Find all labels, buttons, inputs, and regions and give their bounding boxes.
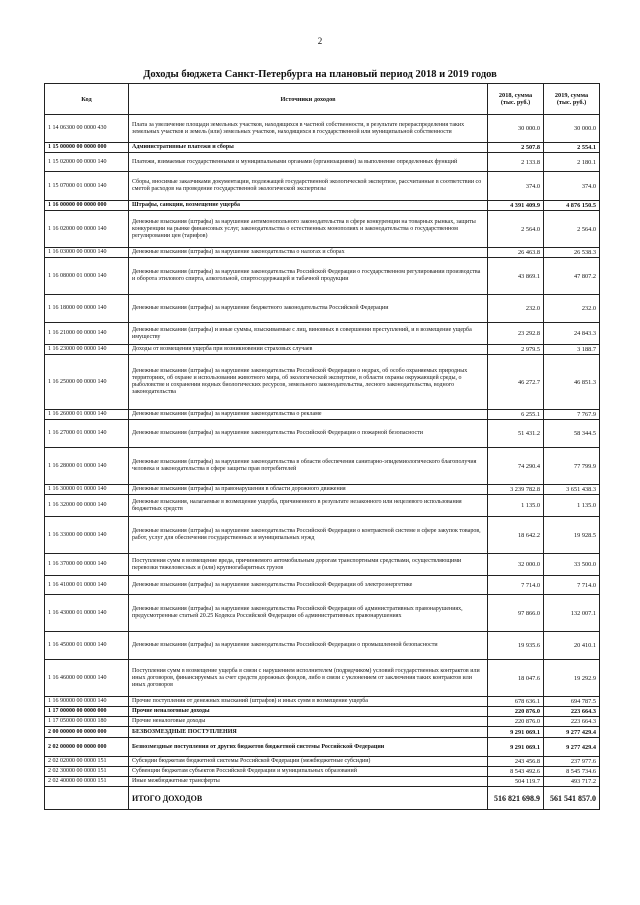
row-value-2018: 7 714.0 [488, 576, 544, 595]
revenue-table [44, 83, 600, 810]
row-code: 1 16 37000 00 0000 140 [45, 554, 129, 576]
header-source: Источники доходов [129, 84, 488, 115]
row-value-2018: 2 507.8 [488, 143, 544, 153]
table-row [45, 717, 600, 727]
row-value-2018: 18 047.6 [488, 660, 544, 697]
row-value-2018: 97 866.0 [488, 595, 544, 632]
row-code: 2 02 40000 00 0000 151 [45, 777, 129, 787]
row-value-2019: 694 787.5 [544, 697, 600, 707]
row-value-2019: 20 410.1 [544, 632, 600, 660]
row-value-2019: 46 851.3 [544, 355, 600, 410]
row-value-2018: 46 272.7 [488, 355, 544, 410]
table-row [45, 738, 600, 757]
row-code: 1 16 02000 00 0000 140 [45, 211, 129, 248]
row-value-2019: 2 564.0 [544, 211, 600, 248]
table-row [45, 517, 600, 554]
total-code-cell [45, 787, 129, 810]
row-value-2018: 374.0 [488, 172, 544, 201]
table-row [45, 727, 600, 738]
header-code: Код [45, 84, 129, 115]
row-source-name: Платежи, взимаемые государственными и муниципальными органами (организациями) за выполнение определенных функций [129, 153, 488, 172]
row-source-name: Административные платежи и сборы [129, 143, 488, 153]
row-source-name: Денежные взыскания (штрафы) за нарушение законодательства Российской Федерации о пожарной безопасности [129, 420, 488, 448]
row-code: 1 16 43000 01 0000 140 [45, 595, 129, 632]
row-source-name: Денежные взыскания, налагаемые в возмещение ущерба, причиненного в результате незаконного или нецелевого использования бюджетных средств [129, 495, 488, 517]
table-row [45, 143, 600, 153]
row-source-name: Поступления сумм в возмещение ущерба в связи с нарушением исполнителем (подрядчиком) условий государственных контрактов или иных договоров, финансируемых за счет средств дорожных фондов, либо в связи с уклонением от заключения таких контрактов или иных договоров [129, 660, 488, 697]
row-value-2018: 9 291 069.1 [488, 738, 544, 757]
table-row [45, 485, 600, 495]
row-code: 2 02 00000 00 0000 000 [45, 738, 129, 757]
row-value-2018: 243 456.8 [488, 757, 544, 767]
row-value-2019: 2 180.1 [544, 153, 600, 172]
table-row [45, 323, 600, 345]
row-value-2018: 18 642.2 [488, 517, 544, 554]
row-source-name: Доходы от возмещения ущерба при возникновении страховых случаев [129, 345, 488, 355]
row-source-name: Денежные взыскания (штрафы) за нарушение законодательства Российской Федерации о государственном регулировании производства и оборота этилового спирта, алкогольной, спиртосодержащей и табачной продукции [129, 258, 488, 295]
row-source-name: Прочие неналоговые доходы [129, 707, 488, 717]
row-source-name: Иные межбюджетные трансферты [129, 777, 488, 787]
row-source-name: БЕЗВОЗМЕЗДНЫЕ ПОСТУПЛЕНИЯ [129, 727, 488, 738]
row-code: 1 16 30000 01 0000 140 [45, 485, 129, 495]
table-row [45, 554, 600, 576]
row-source-name: Денежные взыскания (штрафы) и иные суммы, взыскиваемые с лиц, виновных в совершении преступлений, и в возмещение ущерба имуществу [129, 323, 488, 345]
row-value-2018: 32 000.0 [488, 554, 544, 576]
row-value-2018: 220 876.0 [488, 707, 544, 717]
table-row [45, 410, 600, 420]
table-row [45, 258, 600, 295]
row-value-2018: 23 292.8 [488, 323, 544, 345]
row-code: 1 16 21000 00 0000 140 [45, 323, 129, 345]
row-code: 1 16 25000 00 0000 140 [45, 355, 129, 410]
table-row [45, 448, 600, 485]
row-source-name: Денежные взыскания (штрафы) за правонарушения в области дорожного движения [129, 485, 488, 495]
row-value-2019: 223 664.3 [544, 717, 600, 727]
table-row [45, 576, 600, 595]
row-value-2018: 2 133.8 [488, 153, 544, 172]
row-value-2019: 33 500.0 [544, 554, 600, 576]
row-code: 1 16 18000 00 0000 140 [45, 295, 129, 323]
row-code: 1 16 45000 01 0000 140 [45, 632, 129, 660]
row-code: 2 02 02000 00 0000 151 [45, 757, 129, 767]
row-value-2018: 8 543 492.6 [488, 767, 544, 777]
row-value-2019: 232.0 [544, 295, 600, 323]
row-value-2018: 232.0 [488, 295, 544, 323]
row-code: 1 16 28000 01 0000 140 [45, 448, 129, 485]
row-value-2018: 2 564.0 [488, 211, 544, 248]
table-row [45, 153, 600, 172]
table-row [45, 345, 600, 355]
row-source-name: Субсидии бюджетам бюджетной системы Российской Федерации (межбюджетные субсидии) [129, 757, 488, 767]
row-value-2018: 30 000.0 [488, 115, 544, 143]
row-value-2019: 1 135.0 [544, 495, 600, 517]
row-code: 1 17 05000 00 0000 180 [45, 717, 129, 727]
row-source-name: Денежные взыскания (штрафы) за нарушение законодательства Российской Федерации о недрах, об особо охраняемых природных территориях, об охране и использовании животного мира, об экологической экспертизе, в области охраны окружающей среды, о рыболовстве и сохранении водных биологических ресурсов, земельного законодательства, лесного законодательства, водного законодательства [129, 355, 488, 410]
page-title: Доходы бюджета Санкт-Петербурга на плановый период 2018 и 2019 годов [143, 69, 497, 80]
row-value-2018: 220 876.0 [488, 717, 544, 727]
row-source-name: Денежные взыскания (штрафы) за нарушение законодательства о рекламе [129, 410, 488, 420]
row-code: 1 17 00000 00 0000 000 [45, 707, 129, 717]
table-row [45, 595, 600, 632]
header-2019: 2019, сумма (тыс. руб.) [544, 84, 600, 115]
row-source-name: Безвозмездные поступления от других бюджетов бюджетной системы Российской Федерации [129, 738, 488, 757]
row-code: 1 16 00000 00 0000 000 [45, 201, 129, 211]
row-source-name: Штрафы, санкции, возмещение ущерба [129, 201, 488, 211]
row-source-name: Денежные взыскания (штрафы) за нарушение законодательства Российской Федерации о контрактной системе в сфере закупок товаров, работ, услуг для обеспечения государственных и муниципальных нужд [129, 517, 488, 554]
table-header-row [45, 84, 600, 115]
row-value-2019: 374.0 [544, 172, 600, 201]
row-value-2019: 7 767.9 [544, 410, 600, 420]
table-row [45, 355, 600, 410]
row-source-name: Плата за увеличение площади земельных участков, находящихся в частной собственности, в результате перераспределения таких земельных участков и земель (или) земельных участков, находящихся в государственной или муниципальной собственности [129, 115, 488, 143]
row-value-2018: 74 290.4 [488, 448, 544, 485]
row-code: 1 16 33000 00 0000 140 [45, 517, 129, 554]
row-value-2019: 30 000.0 [544, 115, 600, 143]
total-2018: 516 821 698.9 [488, 787, 544, 810]
row-value-2018: 504 119.7 [488, 777, 544, 787]
row-code: 1 16 03000 00 0000 140 [45, 248, 129, 258]
table-row [45, 201, 600, 211]
row-code: 1 14 06300 00 0000 430 [45, 115, 129, 143]
row-value-2019: 47 807.2 [544, 258, 600, 295]
row-value-2019: 9 277 429.4 [544, 727, 600, 738]
row-source-name: Денежные взыскания (штрафы) за нарушение бюджетного законодательства Российской Федерации [129, 295, 488, 323]
row-source-name: Денежные взыскания (штрафы) за нарушение законодательства в области обеспечения санитарно-эпидемиологического благополучия человека и законодательства в сфере защиты прав потребителей [129, 448, 488, 485]
total-2019: 561 541 857.0 [544, 787, 600, 810]
row-code: 1 16 32000 00 0000 140 [45, 495, 129, 517]
row-value-2019: 77 799.9 [544, 448, 600, 485]
row-value-2018: 678 636.1 [488, 697, 544, 707]
table-row [45, 632, 600, 660]
row-value-2018: 2 979.5 [488, 345, 544, 355]
row-source-name: Денежные взыскания (штрафы) за нарушение законодательства Российской Федерации об административных правонарушениях, предусмотренные статьей 20.25 Кодекса Российской Федерации об административных правонарушениях [129, 595, 488, 632]
row-value-2019: 3 651 438.3 [544, 485, 600, 495]
row-source-name: Прочие неналоговые доходы [129, 717, 488, 727]
table-row [45, 420, 600, 448]
row-source-name: Поступления сумм в возмещение вреда, причиняемого автомобильным дорогам транспортными средствами, осуществляющими перевозки тяжеловесных и (или) крупногабаритных грузов [129, 554, 488, 576]
row-value-2018: 43 869.1 [488, 258, 544, 295]
row-value-2019: 3 188.7 [544, 345, 600, 355]
row-code: 2 02 30000 00 0000 151 [45, 767, 129, 777]
row-source-name: Субвенции бюджетам субъектов Российской Федерации и муниципальных образований [129, 767, 488, 777]
table-row [45, 767, 600, 777]
row-source-name: Денежные взыскания (штрафы) за нарушение антимонопольного законодательства в сфере конкуренции на товарных рынках, защиты конкуренции на рынке финансовых услуг, законодательства о естественных монополиях и законодательства о государственном регулировании цен (тарифов) [129, 211, 488, 248]
row-source-name: Денежные взыскания (штрафы) за нарушение законодательства Российской Федерации о промышленной безопасности [129, 632, 488, 660]
row-code: 1 16 46000 00 0000 140 [45, 660, 129, 697]
table-row [45, 660, 600, 697]
total-label: ИТОГО ДОХОДОВ [129, 787, 488, 810]
row-code: 1 15 00000 00 0000 000 [45, 143, 129, 153]
header-2018: 2018, сумма (тыс. руб.) [488, 84, 544, 115]
table-row [45, 757, 600, 767]
row-value-2018: 26 463.8 [488, 248, 544, 258]
row-code: 1 16 90000 00 0000 140 [45, 697, 129, 707]
row-value-2019: 26 538.3 [544, 248, 600, 258]
table-body [45, 115, 600, 810]
row-value-2018: 3 239 782.8 [488, 485, 544, 495]
row-code: 1 15 02000 00 0000 140 [45, 153, 129, 172]
row-source-name: Денежные взыскания (штрафы) за нарушение законодательства Российской Федерации об электроэнергетике [129, 576, 488, 595]
row-code: 1 15 07000 01 0000 140 [45, 172, 129, 201]
table-row [45, 211, 600, 248]
row-value-2019: 9 277 429.4 [544, 738, 600, 757]
row-code: 1 16 23000 00 0000 140 [45, 345, 129, 355]
row-value-2019: 19 928.5 [544, 517, 600, 554]
table-row [45, 248, 600, 258]
total-row [45, 787, 600, 810]
row-value-2019: 7 714.0 [544, 576, 600, 595]
row-source-name: Прочие поступления от денежных взысканий (штрафов) и иных сумм в возмещение ущерба [129, 697, 488, 707]
row-source-name: Сборы, вносимые заказчиками документации, подлежащей государственной экологической экспертизе, рассчитанные в соответствии со сметой расходов на проведение государственной экологической экспертизы [129, 172, 488, 201]
row-source-name: Денежные взыскания (штрафы) за нарушение законодательства о налогах и сборах [129, 248, 488, 258]
row-value-2019: 237 977.6 [544, 757, 600, 767]
table-row [45, 495, 600, 517]
row-value-2019: 2 554.1 [544, 143, 600, 153]
row-value-2019: 8 545 734.6 [544, 767, 600, 777]
row-value-2018: 19 935.6 [488, 632, 544, 660]
row-value-2018: 1 135.0 [488, 495, 544, 517]
row-value-2019: 24 843.3 [544, 323, 600, 345]
row-value-2019: 132 007.1 [544, 595, 600, 632]
row-code: 1 16 41000 01 0000 140 [45, 576, 129, 595]
row-value-2019: 58 344.5 [544, 420, 600, 448]
table-row [45, 707, 600, 717]
row-value-2018: 9 291 069.1 [488, 727, 544, 738]
table-row [45, 697, 600, 707]
table-row [45, 295, 600, 323]
row-code: 1 16 08000 01 0000 140 [45, 258, 129, 295]
table-row [45, 115, 600, 143]
row-code: 1 16 26000 01 0000 140 [45, 410, 129, 420]
table-row [45, 777, 600, 787]
row-value-2019: 223 664.3 [544, 707, 600, 717]
row-value-2019: 19 292.9 [544, 660, 600, 697]
row-value-2018: 4 391 409.9 [488, 201, 544, 211]
table-row [45, 172, 600, 201]
row-value-2018: 6 255.1 [488, 410, 544, 420]
row-code: 1 16 27000 01 0000 140 [45, 420, 129, 448]
row-value-2019: 493 717.2 [544, 777, 600, 787]
row-value-2018: 51 431.2 [488, 420, 544, 448]
page-number: 2 [317, 36, 323, 46]
row-value-2019: 4 876 150.5 [544, 201, 600, 211]
row-code: 2 00 00000 00 0000 000 [45, 727, 129, 738]
